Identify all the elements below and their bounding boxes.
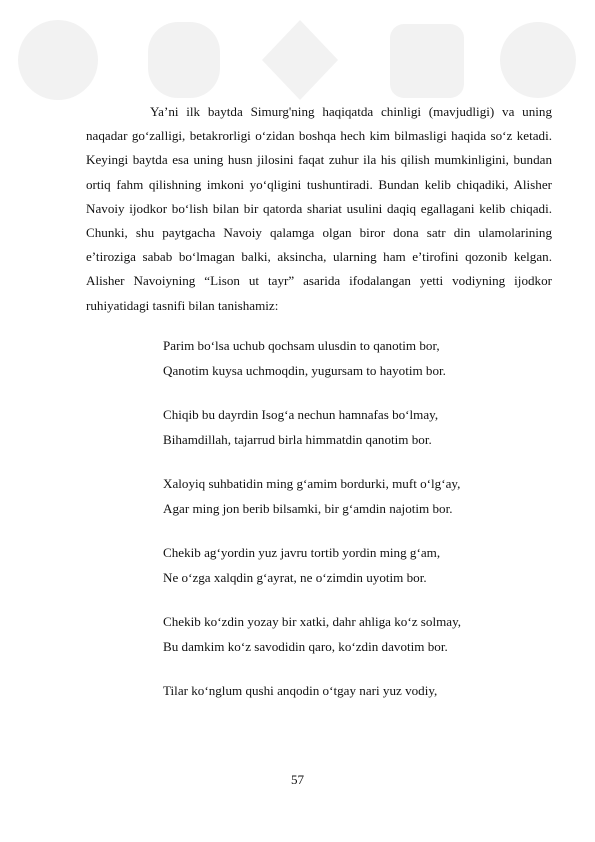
poem-line: Xaloyiq suhbatidin ming g‘amim bordurki, muft o‘lg‘ay, xyxy=(163,476,461,491)
poem-stanza xyxy=(163,540,563,590)
body-paragraph xyxy=(86,100,552,318)
poem-line: Parim bo‘lsa uchub qochsam ulusdin to qanotim bor, xyxy=(163,338,440,353)
poem xyxy=(163,333,563,722)
poem-stanza xyxy=(163,678,563,703)
poem-line: Chiqib bu dayrdin Isog‘a nechun hamnafas bo‘lmay, xyxy=(163,407,439,422)
poem-stanza xyxy=(163,402,563,452)
poem-line: Bihamdillah, tajarrud birla himmatdin qanotim bor. xyxy=(163,432,432,447)
poem-line: Tilar ko‘nglum qushi anqodin o‘tgay nari yuz vodiy, xyxy=(163,683,438,698)
poem-line: Ne o‘zga xalqdin g‘ayrat, ne o‘zimdin uyotim bor. xyxy=(163,570,427,585)
poem-line: Qanotim kuysa uchmoqdin, yugursam to hayotim bor. xyxy=(163,363,446,378)
poem-stanza xyxy=(163,333,563,383)
page-number: 57 xyxy=(290,772,305,787)
poem-stanza xyxy=(163,471,563,521)
poem-line: Chekib ag‘yordin yuz javru tortib yordin ming g‘am, xyxy=(163,545,441,560)
poem-line: Chekib ko‘zdin yozay bir xatki, dahr ahliga ko‘z solmay, xyxy=(163,614,462,629)
poem-line: Bu damkim ko‘z savodidin qaro, ko‘zdin davotim bor. xyxy=(163,639,448,654)
poem-line: Agar ming jon berib bilsamki, bir g‘amdin najotim bor. xyxy=(163,501,453,516)
body-paragraph-text: Ya’ni ilk baytda Simurg'ning haqiqatda chinligi (mavjudligi) va uning naqadar go‘zalligi, betakrorligi o‘zidan boshqa hech kim bilmasligi haqida so‘z ketadi. Keyingi baytda esa uning husn jilosini faqat zuhur ila his qilish mumkinligini, bundan ortiq fahm qilishning imkoni yo‘qligini tushuntiradi. Bundan kelib chiqadiki, Alisher Navoiy ijodkor bo‘lish bilan bir qatorda shariat usulini daqiq egallagani kelib chiqadi. Chunki, shu paytgacha Navoiy qalamga olgan biror dona satr din ulamolarining e’tiroziga sabab bo‘lmagan balki, aksincha, ularning ham e’tirofini qozonib kelgan. Alisher Navoiyning “Lison ut tayr” asarida ifodalangan yetti vodiyning ijodkor ruhiyatidagi tasnifi bilan tanishamiz: xyxy=(86,104,552,313)
poem-stanza xyxy=(163,609,563,659)
watermark-tile xyxy=(18,20,576,100)
